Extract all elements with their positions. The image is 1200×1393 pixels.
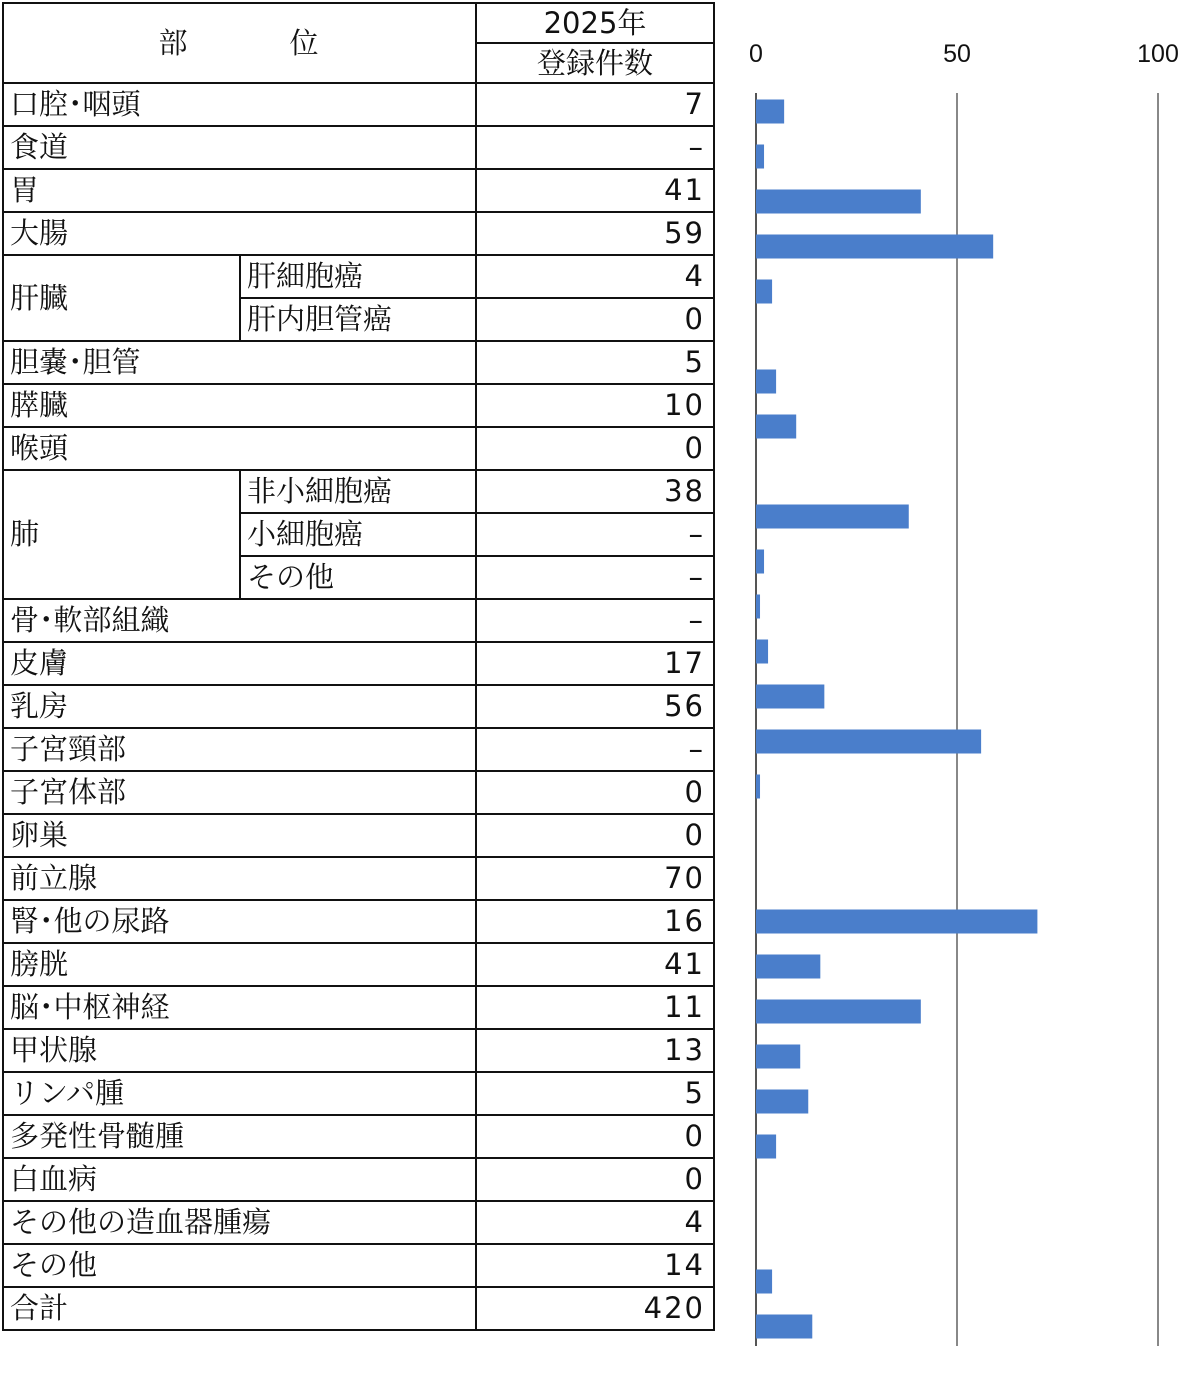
table-row xyxy=(3,126,714,169)
site-label: 白血病 xyxy=(3,1158,476,1201)
table-row xyxy=(3,943,714,986)
table-row xyxy=(3,255,714,298)
table-row xyxy=(3,771,714,814)
table-row xyxy=(3,1115,714,1158)
table-row xyxy=(3,427,714,470)
site-label: 骨･軟部組織 xyxy=(3,599,476,642)
bar xyxy=(756,640,768,664)
bar xyxy=(756,910,1037,934)
count-cell: 14 xyxy=(476,1244,714,1287)
subsite-label: 肝内胆管癌 xyxy=(240,298,476,341)
table-row xyxy=(3,1072,714,1115)
x-tick-label: 100 xyxy=(1137,40,1179,68)
count-cell: 70 xyxy=(476,857,714,900)
chart-grid xyxy=(756,93,1158,1346)
bar xyxy=(756,595,760,619)
count-cell: 0 xyxy=(476,1115,714,1158)
x-tick-label: 50 xyxy=(943,40,971,68)
header-year: 2025年 xyxy=(476,3,714,43)
bar xyxy=(756,505,909,529)
bar xyxy=(756,1315,812,1339)
site-label: 多発性骨髄腫 xyxy=(3,1115,476,1158)
count-cell: 0 xyxy=(476,1158,714,1201)
count-cell: – xyxy=(476,599,714,642)
table-row xyxy=(3,986,714,1029)
table-row xyxy=(3,1287,714,1330)
subsite-label: 肝細胞癌 xyxy=(240,255,476,298)
site-label: 肝臓 xyxy=(3,255,240,341)
count-cell: 10 xyxy=(476,384,714,427)
count-cell: 4 xyxy=(476,1201,714,1244)
count-cell: 5 xyxy=(476,1072,714,1115)
count-cell: 59 xyxy=(476,212,714,255)
bar xyxy=(756,1045,800,1069)
site-label: 膵臓 xyxy=(3,384,476,427)
table-row xyxy=(3,83,714,126)
count-cell: 41 xyxy=(476,169,714,212)
table-row xyxy=(3,341,714,384)
table-row xyxy=(3,642,714,685)
site-label: 脳･中枢神経 xyxy=(3,986,476,1029)
site-label: 食道 xyxy=(3,126,476,169)
table-row xyxy=(3,470,714,513)
table-row xyxy=(3,814,714,857)
site-label: 子宮体部 xyxy=(3,771,476,814)
table-row xyxy=(3,1158,714,1201)
count-cell: 56 xyxy=(476,685,714,728)
bar xyxy=(756,1090,808,1114)
count-cell: – xyxy=(476,513,714,556)
bar xyxy=(756,955,820,979)
site-label: その他の造血器腫瘍 xyxy=(3,1201,476,1244)
site-label: 腎･他の尿路 xyxy=(3,900,476,943)
count-cell: 4 xyxy=(476,255,714,298)
site-label: その他 xyxy=(3,1244,476,1287)
bar xyxy=(756,730,981,754)
table-row xyxy=(3,685,714,728)
count-cell: – xyxy=(476,126,714,169)
table-row xyxy=(3,1029,714,1072)
bar xyxy=(756,280,772,304)
site-label: 膀胱 xyxy=(3,943,476,986)
count-cell: 0 xyxy=(476,814,714,857)
count-cell: 17 xyxy=(476,642,714,685)
table-row xyxy=(3,1201,714,1244)
x-tick-label: 0 xyxy=(749,40,763,68)
bar xyxy=(756,100,784,124)
subsite-label: 非小細胞癌 xyxy=(240,470,476,513)
bar xyxy=(756,235,993,259)
bar xyxy=(756,145,764,169)
table-row xyxy=(3,900,714,943)
site-label: 大腸 xyxy=(3,212,476,255)
table-row xyxy=(3,728,714,771)
count-cell: 11 xyxy=(476,986,714,1029)
count-cell: 41 xyxy=(476,943,714,986)
site-label: 合計 xyxy=(3,1287,476,1330)
header-count: 登録件数 xyxy=(476,43,714,83)
site-label: 甲状腺 xyxy=(3,1029,476,1072)
table-row xyxy=(3,212,714,255)
count-cell: 0 xyxy=(476,427,714,470)
subsite-label: 小細胞癌 xyxy=(240,513,476,556)
count-cell: – xyxy=(476,728,714,771)
header-site-char-2: 位 xyxy=(289,25,321,60)
bar xyxy=(756,550,764,574)
chart-bars xyxy=(756,100,1037,1339)
bar xyxy=(756,1135,776,1159)
count-cell: 420 xyxy=(476,1287,714,1330)
site-label: 子宮頸部 xyxy=(3,728,476,771)
site-label: 前立腺 xyxy=(3,857,476,900)
table-row xyxy=(3,384,714,427)
count-cell: 16 xyxy=(476,900,714,943)
bar xyxy=(756,1000,921,1024)
count-cell: 0 xyxy=(476,298,714,341)
bar xyxy=(756,370,776,394)
site-label: リンパ腫 xyxy=(3,1072,476,1115)
chart-tick-labels xyxy=(749,40,1179,68)
table-row xyxy=(3,599,714,642)
table-row xyxy=(3,1244,714,1287)
site-label: 皮膚 xyxy=(3,642,476,685)
header-site xyxy=(3,3,476,83)
count-cell: 0 xyxy=(476,771,714,814)
site-label: 卵巣 xyxy=(3,814,476,857)
site-label: 肺 xyxy=(3,470,240,599)
bar xyxy=(756,1270,772,1294)
site-label: 喉頭 xyxy=(3,427,476,470)
bar-chart xyxy=(720,0,1190,1393)
header-site-char-1: 部 xyxy=(158,25,190,60)
table-row xyxy=(3,857,714,900)
site-label: 乳房 xyxy=(3,685,476,728)
count-cell: 13 xyxy=(476,1029,714,1072)
count-cell: 38 xyxy=(476,470,714,513)
bar xyxy=(756,190,921,214)
site-label: 胆嚢･胆管 xyxy=(3,341,476,384)
bar xyxy=(756,775,760,799)
count-cell: – xyxy=(476,556,714,599)
subsite-label: その他 xyxy=(240,556,476,599)
bar xyxy=(756,415,796,439)
site-label: 口腔･咽頭 xyxy=(3,83,476,126)
registry-table xyxy=(2,2,715,1331)
count-cell: 5 xyxy=(476,341,714,384)
bar xyxy=(756,685,824,709)
table-row xyxy=(3,169,714,212)
site-label: 胃 xyxy=(3,169,476,212)
count-cell: 7 xyxy=(476,83,714,126)
